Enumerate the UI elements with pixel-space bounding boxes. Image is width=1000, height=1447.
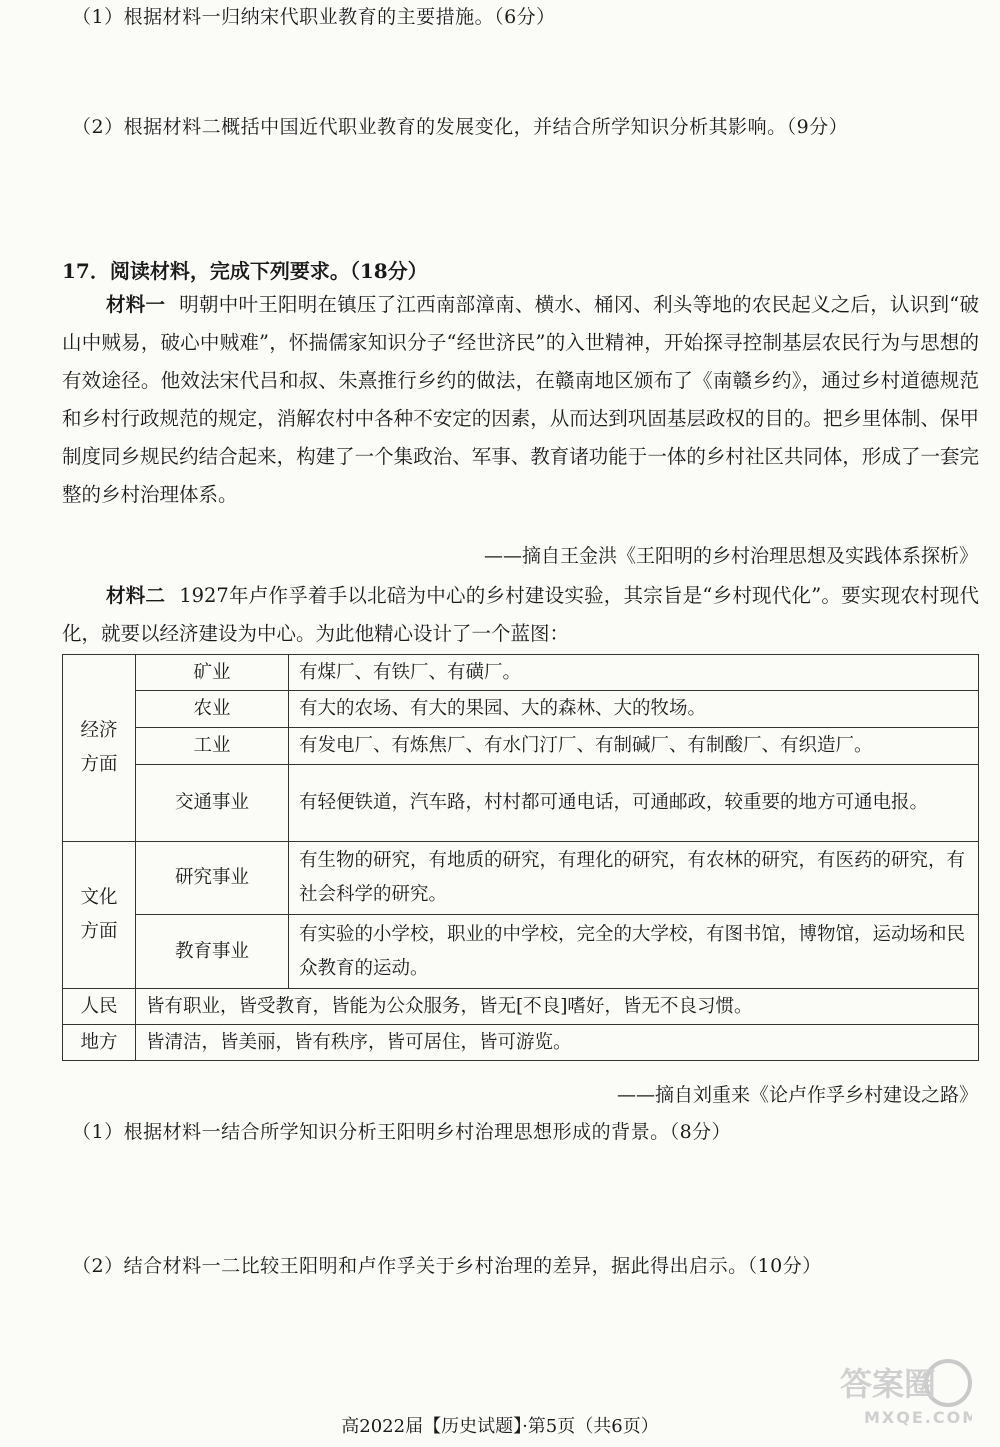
table-row [63,655,979,691]
table-row [63,842,979,915]
material-2-label: 材料二 [106,584,166,607]
table-desc-cell: 有生物的研究，有地质的研究，有理化的研究，有农林的研究，有医药的研究，有社会科学的研究。 [289,842,979,915]
watermark-logo-text: 答案圈 [840,1365,937,1403]
table-row [63,915,979,989]
material-1-source: ——摘自王金洪《王阳明的乡村治理思想及实践体系探析》 [483,545,978,567]
prev-question-1: （1）根据材料一归纳宋代职业教育的主要措施。（6分） [72,6,556,28]
material-1-label: 材料一 [106,293,166,316]
sub-question-1: （1）根据材料一结合所学知识分析王阳明乡村治理思想形成的背景。（8分） [72,1121,732,1143]
prev-question-2: （2）根据材料二概括中国近代职业教育的发展变化，并结合所学知识分析其影响。（9分） [72,116,849,138]
table-sub-cell: 交通事业 [136,765,289,842]
sub-question-2: （2）结合材料一二比较王阳明和卢作孚关于乡村治理的差异，据此得出启示。（10分） [72,1255,822,1277]
page-footer: 高2022届【历史试题】·第5页（共6页） [341,1416,659,1437]
material-2-text: 1927年卢作孚着手以北碚为中心的乡村建设实验，其宗旨是“乡村现代化”。要实现农村现代化，就要以经济建设为中心。为此他精心设计了一个蓝图： [62,584,979,645]
material-2-source: ——摘自刘重来《论卢作孚乡村建设之路》 [616,1084,978,1106]
table-desc-cell: 有轻便铁道，汽车路，村村都可通电话，可通邮政，较重要的地方可通电报。 [289,765,979,842]
blueprint-table [62,654,979,1061]
material-1-paragraph [62,286,979,514]
watermark-logo-image [830,1353,972,1429]
table-sub-cell: 矿业 [136,655,289,691]
people-category-cell: 人民 [63,989,136,1025]
table-sub-cell: 研究事业 [136,842,289,915]
table-desc-cell: 皆有职业，皆受教育，皆能为公众服务，皆无[不良]嗜好，皆无不良习惯。 [136,989,979,1025]
table-row [63,1025,979,1061]
table-desc-cell: 有大的农场、有大的果园、大的森林、大的牧场。 [289,691,979,728]
table-desc-cell: 皆清洁，皆美丽，皆有秩序，皆可居住，皆可游览。 [136,1025,979,1061]
table-desc-cell: 有实验的小学校，职业的中学校，完全的大学校，有图书馆，博物馆，运动场和民众教育的运动。 [289,915,979,989]
economy-category-cell: 经济方面 [63,655,136,842]
material-2-paragraph [62,577,979,653]
table-sub-cell: 工业 [136,728,289,765]
culture-category-cell: 文化方面 [63,842,136,989]
table-sub-cell: 农业 [136,691,289,728]
watermark-logo-url: MXQE.COM [864,1408,972,1427]
table-row [63,765,979,842]
material-1-text: 明朝中叶王阳明在镇压了江西南部漳南、横水、桶冈、利头等地的农民起义之后，认识到“破山中贼易，破心中贼难”，怀揣儒家知识分子“经世济民”的入世精神，开始探寻控制基层农民行为与思想的有效途径。他效法宋代吕和叔、朱熹推行乡约的做法，在赣南地区颁布了《南赣乡约》，通过乡村道德规范和乡村行政规范的规定，消解农村中各种不安定的因素，从而达到巩固基层政权的目的。把乡里体制、保甲制度同乡规民约结合起来，构建了一个集政治、军事、教育诸功能于一体的乡村社区共同体，形成了一套完整的乡村治理体系。 [62,293,979,506]
table-row [63,728,979,765]
table-row [63,691,979,728]
table-desc-cell: 有煤厂、有铁厂、有磺厂。 [289,655,979,691]
watermark-logo [830,1353,972,1429]
question-17-heading: 17．阅读材料，完成下列要求。（18分） [62,259,428,283]
place-category-cell: 地方 [63,1025,136,1061]
table-sub-cell: 教育事业 [136,915,289,989]
table-desc-cell: 有发电厂、有炼焦厂、有水门汀厂、有制碱厂、有制酸厂、有织造厂。 [289,728,979,765]
table-row [63,989,979,1025]
